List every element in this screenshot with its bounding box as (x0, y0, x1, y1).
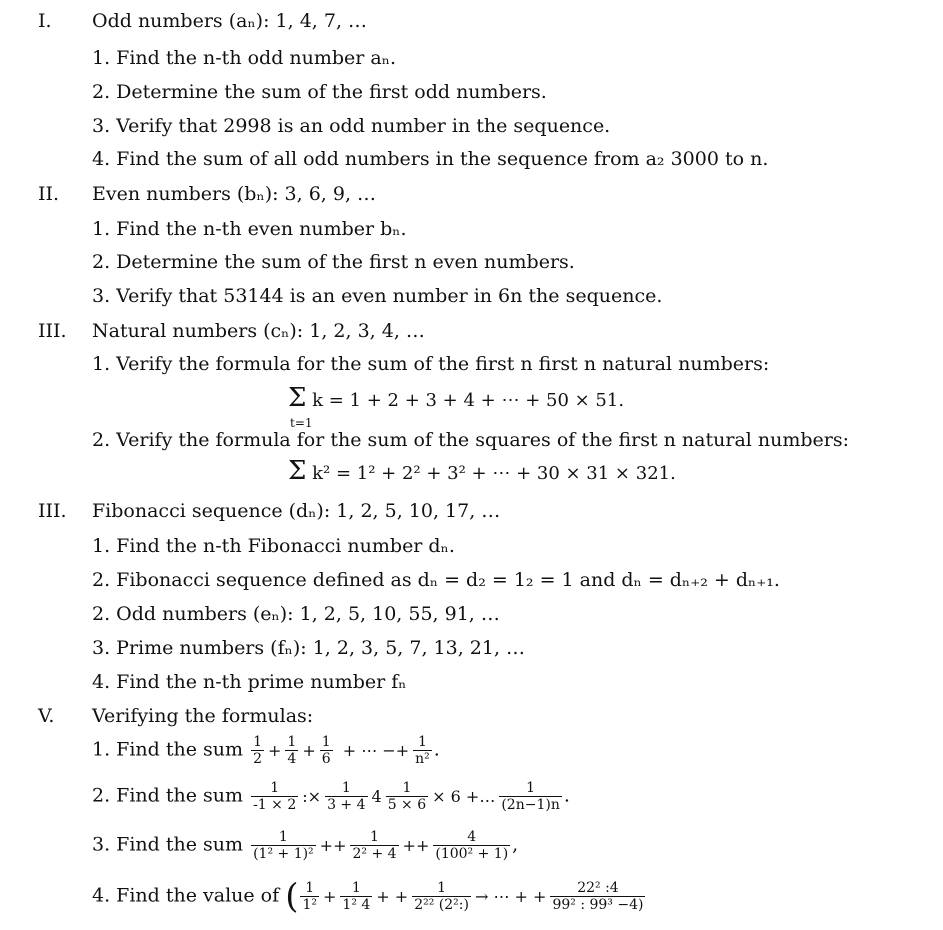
sum-formula-1-lower-limit: t=1 (290, 416, 313, 430)
section-4-item-4: 3. Prime numbers (fₙ): 1, 2, 3, 5, 7, 13, 21, … (92, 637, 526, 659)
section-1-item-1: 1. Find the n-th odd number aₙ. (92, 47, 396, 69)
fraction: $\frac{\text{22² :4}}{\text{99² : 99³ −4)}}$ (552, 880, 644, 913)
section-3-item-2: 2. Verify the formula for the sum of the squares of the first n natural numbers: (92, 429, 850, 451)
fraction: $\frac{1}{(2n-1)n}$ (501, 780, 560, 813)
sigma-symbol: Σ (288, 456, 307, 486)
item-2-op-3: × 6 +… (432, 786, 496, 806)
item-2-lead: 2. Find the sum (92, 784, 244, 807)
fraction: $\frac{1}{4}$ (287, 734, 297, 767)
section-2-numeral: II. (38, 183, 60, 205)
fraction: $\frac{1}{\text{n²}}$ (415, 734, 430, 767)
fraction: $\frac{1}{\text{2²² (2²:)}}$ (414, 880, 469, 913)
section-2-heading: Even numbers (bₙ): 3, 6, 9, … (92, 183, 377, 205)
section-1-numeral: I. (38, 10, 52, 32)
section-1-item-2: 2. Determine the sum of the first odd numbers. (92, 81, 547, 103)
sum-formula-2-body: k² = 1² + 2² + 3² + ⋯ + 30 × 31 × 321. (312, 463, 676, 484)
fraction: $\frac{1}{\text{(1² + 1)²}}$ (253, 829, 314, 862)
section-5-item-2: 2. Find the sum $\frac{1}{-1 \times 2}$ :× $\frac{1}{3 + 4}$ 4 $\frac{1}{5 \times 6}$ × 6 +… $\frac{1}{(2n-1)n}$ . (92, 780, 570, 813)
section-2-item-1: 1. Find the n-th even number bₙ. (92, 218, 407, 240)
section-5-item-4: 4. Find the value of ( $\frac{1}{\text{1²}}$ + $\frac{1}{\text{1² 4}}$ + + $\frac{1}{\text{2²² (2²:)}}$ → ⋯ + + $\frac{\text{22² :4}}{\text{99² : 99³ −4)}}$ (92, 876, 644, 917)
item-4-op-1: + (323, 886, 337, 906)
section-1-item-3: 3. Verify that 2998 is an odd number in the sequence. (92, 115, 611, 137)
section-2-item-3: 3. Verify that 53144 is an even number in 6n the sequence. (92, 285, 663, 307)
item-1-ops: + ⋯ −+ (342, 740, 410, 760)
item-2-op-2: 4 (371, 786, 382, 806)
fraction: $\frac{1}{-1 \times 2}$ (253, 780, 297, 813)
item-4-op-3: → ⋯ + + (474, 886, 547, 906)
fraction: $\frac{1}{6}$ (321, 734, 331, 767)
fraction: $\frac{1}{3 + 4}$ (327, 780, 366, 813)
section-3-numeral: III. (38, 320, 67, 342)
sum-formula-1 (288, 383, 624, 413)
fraction: $\frac{4}{\text{(100² + 1)}}$ (435, 829, 509, 862)
section-5-heading: Verifying the formulas: (92, 705, 314, 727)
section-4-heading: Fibonacci sequence (dₙ): 1, 2, 5, 10, 17, … (92, 500, 501, 522)
sum-formula-2 (288, 456, 676, 486)
section-4-item-3: 2. Odd numbers (eₙ): 1, 2, 5, 10, 55, 91, … (92, 603, 500, 625)
fraction: $\frac{1}{\text{1²}}$ (302, 880, 317, 913)
section-3-heading: Natural numbers (cₙ): 1, 2, 3, 4, … (92, 320, 425, 342)
section-1-item-4: 4. Find the sum of all odd numbers in the sequence from a₂ 3000 to n. (92, 148, 769, 170)
item-3-op: ++ (402, 835, 430, 855)
item-3-lead: 3. Find the sum (92, 833, 244, 856)
fraction: $\frac{1}{\text{2² + 4}}$ (352, 829, 397, 862)
item-3-op: ++ (319, 835, 347, 855)
section-3-item-1: 1. Verify the formula for the sum of the first n first n natural numbers: (92, 353, 770, 375)
section-5-item-1: 1. Find the sum $\frac{1}{2}$ + $\frac{1}{4}$ + $\frac{1}{6}$ + ⋯ −+ $\frac{1}{\text{n²}}$ . (92, 734, 440, 767)
section-5-numeral: V. (38, 705, 55, 727)
fraction: $\frac{1}{2}$ (253, 734, 262, 767)
sum-formula-1-body: k = 1 + 2 + 3 + 4 + ⋯ + 50 × 51. (312, 390, 625, 411)
section-2-item-2: 2. Determine the sum of the first n even numbers. (92, 251, 575, 273)
section-4-item-2: 2. Fibonacci sequence defined as dₙ = d₂ = 1₂ = 1 and dₙ = dₙ₊₂ + dₙ₊₁. (92, 569, 780, 591)
item-2-op-1: :× (302, 786, 322, 806)
section-4-item-1: 1. Find the n-th Fibonacci number dₙ. (92, 535, 455, 557)
section-4-item-5: 4. Find the n-th prime number fₙ (92, 671, 407, 693)
fraction: $\frac{1}{5 \times 6}$ (387, 780, 427, 813)
item-4-lead: 4. Find the value of (92, 884, 280, 907)
section-4-numeral: III. (38, 500, 67, 522)
item-1-lead: 1. Find the sum (92, 738, 244, 761)
section-1-heading: Odd numbers (aₙ): 1, 4, 7, … (92, 10, 368, 32)
fraction: $\frac{1}{\text{1² 4}}$ (342, 880, 371, 913)
section-5-item-3: 3. Find the sum $\frac{1}{\text{(1² + 1)²}}$ ++ $\frac{1}{\text{2² + 4}}$ ++ $\frac{4}{\text{(100² + 1)}}$ , (92, 829, 519, 862)
sigma-symbol: Σ (288, 383, 307, 413)
item-4-op-2: + + (376, 886, 409, 906)
